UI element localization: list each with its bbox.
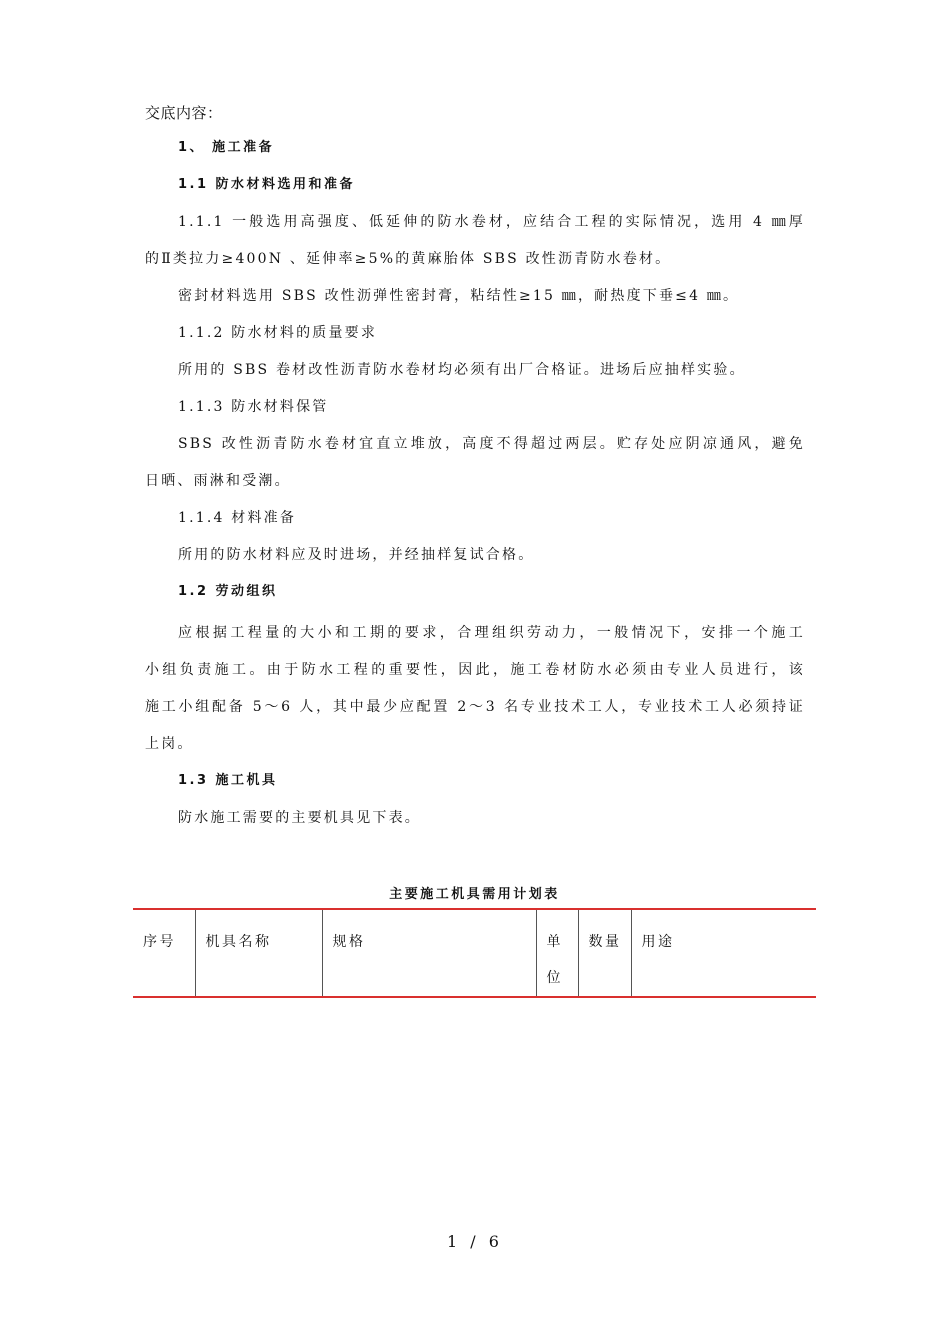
section-1-1-heading: 1.1 防水材料选用和准备 [178,177,356,192]
paragraph-1-1-1-line2: 的Ⅱ类拉力≥400N 、延伸率≥5%的黄麻胎体 SBS 改性沥青防水卷材。 [145,251,672,267]
header-unit-line2: 位 [546,970,563,986]
paragraph-1-1-3-line2: 日晒、雨淋和受潮。 [145,473,291,489]
paragraph-1-1-1-line1: 1.1.1 一般选用高强度、低延伸的防水卷材，应结合工程的实际情况，选用 4 ㎜厚 [178,214,805,230]
section-1-1-4-heading: 1.1.4 材料准备 [178,510,297,526]
section-1-2-heading: 1.2 劳动组织 [178,584,278,599]
header-qty: 数量 [578,909,631,997]
header-use: 用途 [631,909,816,997]
page-number: 1 / 6 [447,1232,503,1251]
paragraph-1-2-line1: 应根据工程量的大小和工期的要求，合理组织劳动力，一般情况下，安排一个施工 [178,625,805,641]
paragraph-1-1-2: 所用的 SBS 卷材改性沥青防水卷材均必须有出厂合格证。进场后应抽样实验。 [178,362,746,378]
section-1-1-3-heading: 1.1.3 防水材料保管 [178,399,329,415]
paragraph-1-3: 防水施工需要的主要机具见下表。 [178,810,421,826]
header-unit [536,909,578,997]
paragraph-1-2-line3: 施工小组配备 5～6 人，其中最少应配置 2～3 名专业技术工人，专业技术工人必须持证 [145,699,805,715]
header-unit-line1: 单 [546,934,563,950]
section-1-1-2-heading: 1.1.2 防水材料的质量要求 [178,325,378,341]
paragraph-1-2-line2: 小组负责施工。由于防水工程的重要性，因此，施工卷材防水必须由专业人员进行，该 [145,662,805,678]
section-1-3-heading: 1.3 施工机具 [178,773,278,788]
paragraph-1-1-3-line1: SBS 改性沥青防水卷材宜直立堆放，高度不得超过两层。贮存处应阴凉通风，避免 [178,436,805,452]
paragraph-1-1-4: 所用的防水材料应及时进场，并经抽样复试合格。 [178,547,535,563]
header-spec: 规格 [322,909,536,997]
table-header-row [133,909,816,997]
intro-label: 交底内容： [145,104,223,122]
tools-table [133,908,816,998]
header-seq: 序号 [143,934,176,950]
paragraph-sealant: 密封材料选用 SBS 改性沥弹性密封膏，粘结性≥15 ㎜，耐热度下垂≤4 ㎜。 [178,288,740,304]
paragraph-1-2-line4: 上岗。 [145,736,194,752]
section-1-heading: 1、 施工准备 [178,140,275,155]
header-name: 机具名称 [195,909,322,997]
table-caption: 主要施工机具需用计划表 [389,887,560,902]
